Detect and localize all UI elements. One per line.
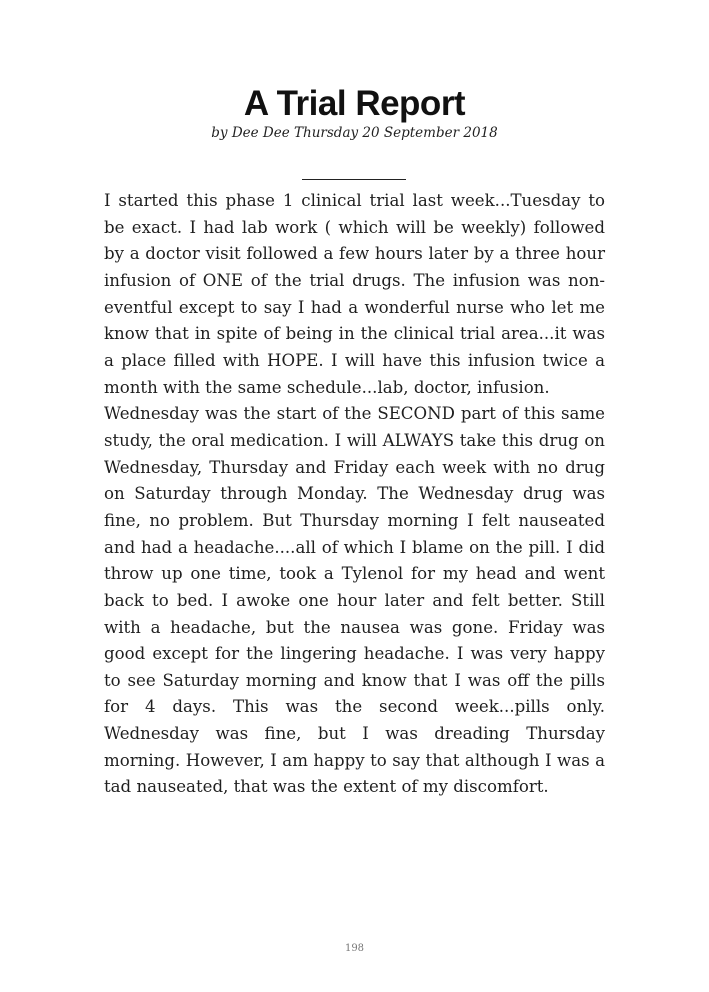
article-byline: by Dee Dee Thursday 20 September 2018 (211, 125, 498, 141)
article-body (104, 188, 605, 801)
title-divider (302, 179, 406, 180)
body-paragraph: Wednesday was the start of the SECOND part of this same study, the oral medication. I will ALWAYS take this drug on Wednesday, Thursday and Friday each week with no drug on Saturday through Monday. The Wednesday drug was fine, no problem. But Thursday morning I felt nauseated and had a headache....all of which I blame on the pill. I did throw up one time, took a Tylenol for my head and went back to bed. I awoke one hour later and felt better. Still with a headache, but the nausea was gone. Friday was good except for the lingering headache. I was very happy to see Saturday morning and know that I was off the pills for 4 days. This was the second week...pills only. Wednesday was fine, but I was dreading Thursday morning. However, I am happy to say that although I was a tad nauseated, that was the extent of my discomfort. (104, 404, 605, 797)
page-number: 198 (344, 943, 365, 954)
body-paragraph: I started this phase 1 clinical trial last week...Tuesday to be exact. I had lab work ( which will be weekly) followed by a doctor visit followed a few hours later by a three hour infusion of ONE of the trial drugs. The infusion was non-eventful except to say I had a wonderful nurse who let me know that in spite of being in the clinical trial area...it was a place filled with HOPE. I will have this infusion twice a month with the same schedule...lab, doctor, infusion. (104, 191, 605, 397)
article-title: A Trial Report (243, 84, 466, 123)
